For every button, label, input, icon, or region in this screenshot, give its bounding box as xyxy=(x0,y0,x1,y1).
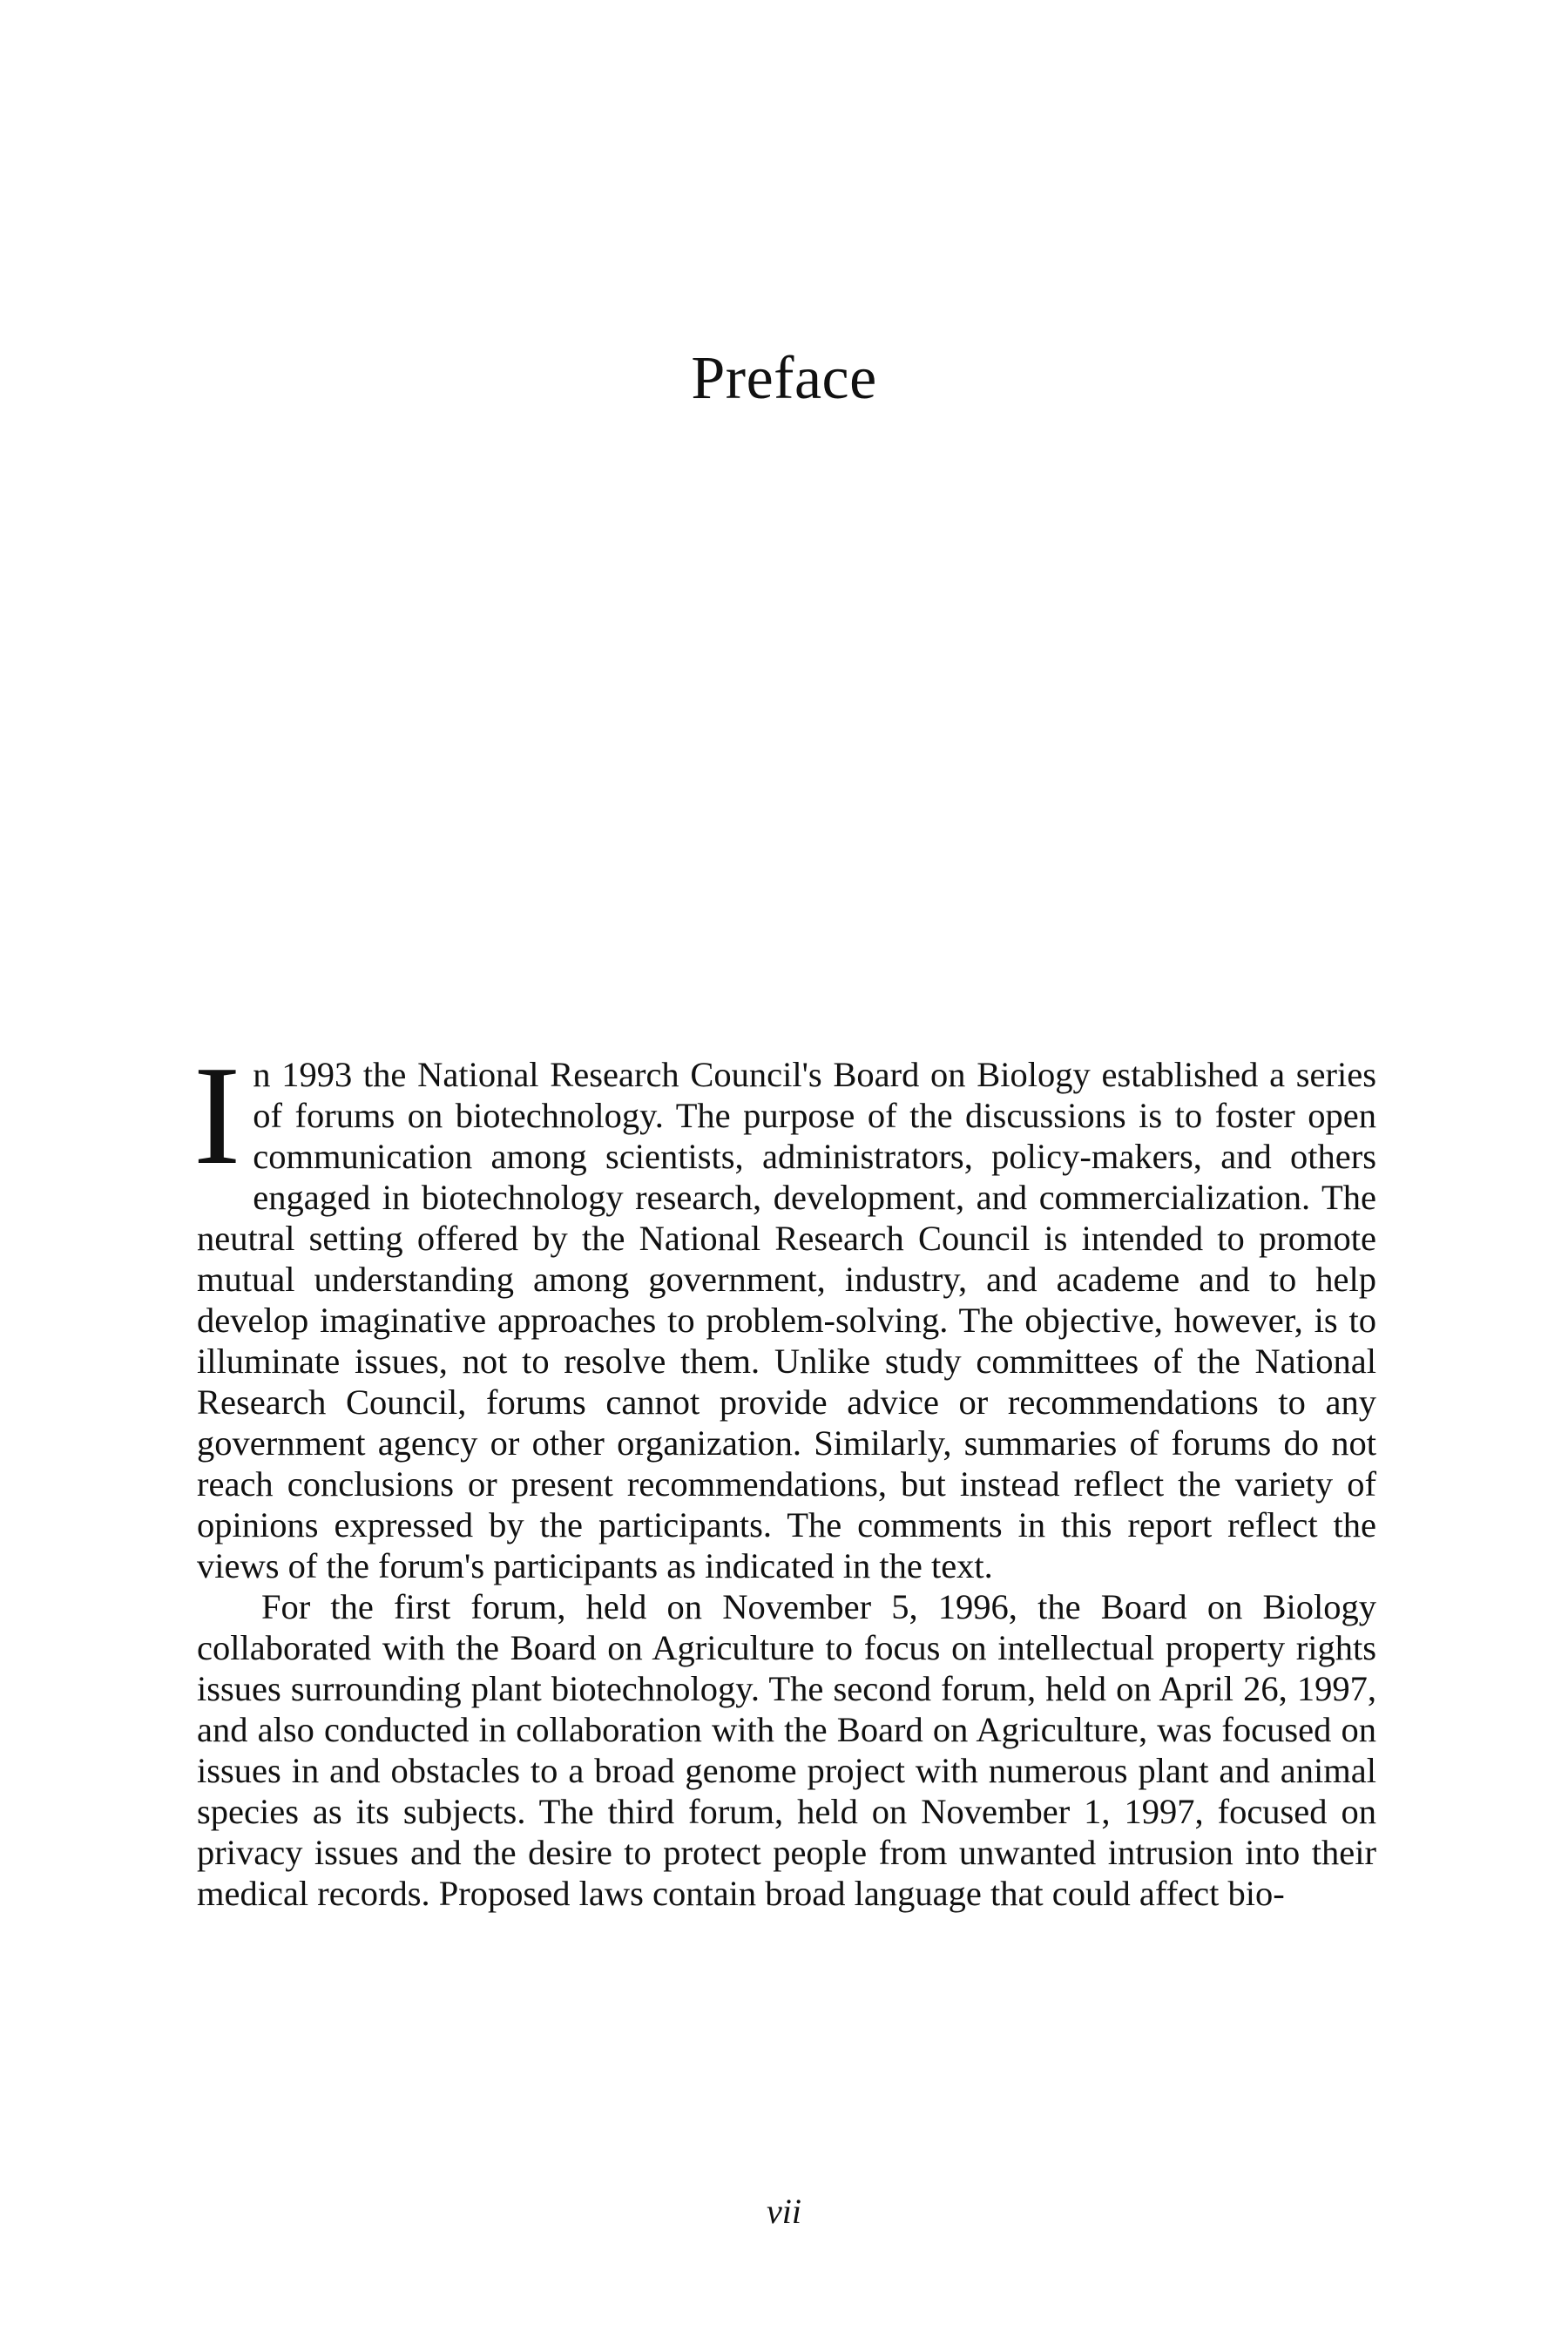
paragraph-2: For the first forum, held on November 5, 1996, the Board on Biology collaborated with the Board on Agriculture to focus on intellectual property rights issues surrounding plant biotechnology. The second forum, held on April 26, 1997, and also conducted in collaboration with the Board on Agriculture, was focused on issues in and obstacles to a broad genome project with numerous plant and animal species as its subjects. The third forum, held on November 1, 1997, focused on privacy issues and the desire to protect people from unwanted intrusion into their medical records. Proposed laws contain broad language that could affect bio- xyxy=(197,1587,1376,1913)
paragraph-1 xyxy=(193,1037,1376,1586)
drop-cap: I xyxy=(193,1037,241,1194)
preface-body xyxy=(193,1037,1376,1914)
page-title: Preface xyxy=(691,345,877,412)
page-number: vii xyxy=(767,2192,801,2231)
paragraph-1-text: n 1993 the National Research Council's Board on Biology established a series of forums on biotechnology. The purpose of the discussions is to foster open communication among scientists, administrators, policy-makers, and others engaged in biotechnology research, development, and commercialization. The neutral setting offered by the National Research Council is intended to promote mutual understanding among government, industry, and academe and to help develop imaginative approaches to problem-solving. The objective, however, is to illuminate issues, not to resolve them. Unlike study committees of the National Research Council, forums cannot provide advice or recommendations to any government agency or other organization. Similarly, summaries of forums do not reach conclusions or present recommendations, but instead reflect the variety of opinions expressed by the participants. The comments in this report reflect the views of the forum's participants as indicated in the text. xyxy=(197,1055,1376,1585)
